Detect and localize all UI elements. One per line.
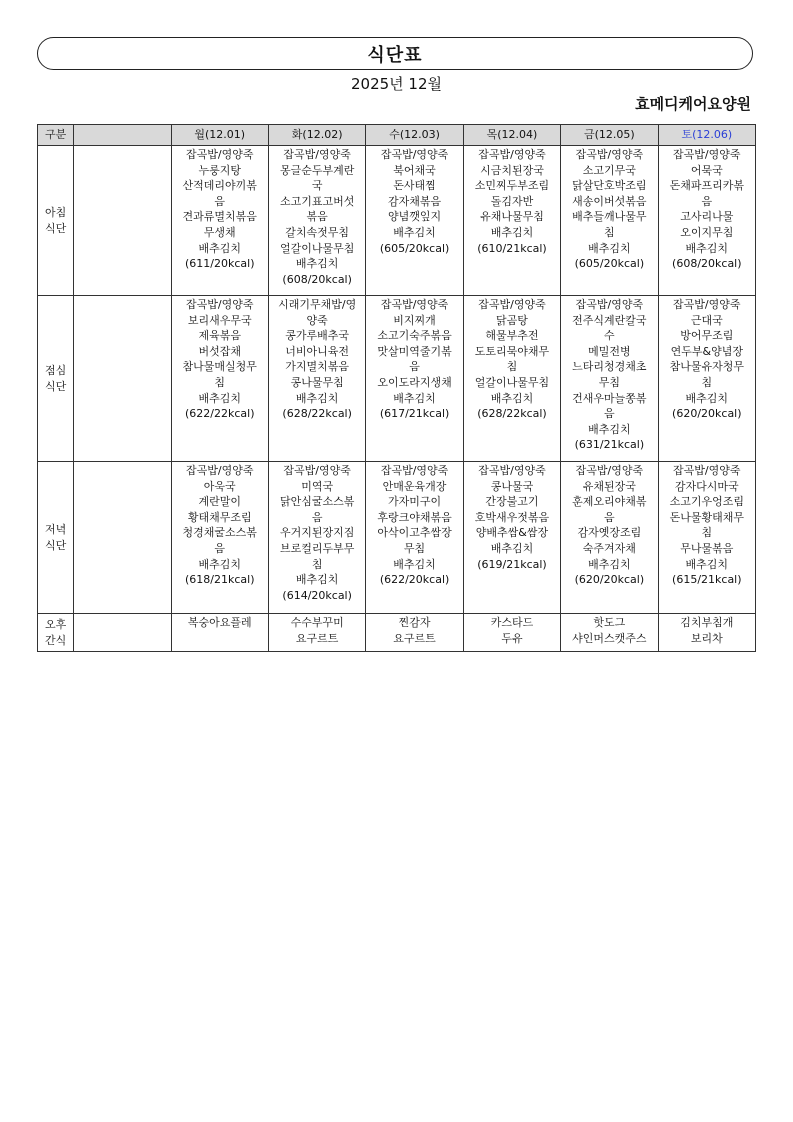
menu-cell-lunch-fri (561, 296, 658, 462)
day-header-wed: 수(12.03) (366, 125, 463, 146)
menu-cell-lunch-wed (366, 296, 463, 462)
meal-label-breakfast (38, 146, 74, 296)
menu-cell-lunch-sat (658, 296, 755, 462)
menu-item: 콩나물국 (490, 479, 534, 493)
menu-item: 양념깻잎지 (387, 210, 442, 224)
blank-header (74, 125, 171, 146)
menu-item: 양배추쌈&쌈장 (475, 526, 549, 540)
menu-item: 무침 (403, 541, 426, 555)
menu-item: 볶음 (306, 210, 328, 224)
menu-item: 돈나물황태채무 (669, 510, 744, 524)
menu-cell-dinner-wed (366, 462, 463, 614)
meal-label-line: 점심 (44, 363, 67, 377)
blank-cell (74, 462, 171, 614)
menu-item: 소고기표고버섯 (279, 194, 355, 208)
menu-item: 배추김치 (685, 391, 729, 405)
menu-cell-lunch-mon (171, 296, 268, 462)
menu-item: 음 (311, 510, 323, 524)
menu-item: 배추들깨나물무 (572, 210, 647, 224)
menu-item: 핫도그 (593, 616, 626, 629)
menu-item: 참나물매실청무 (182, 360, 257, 374)
menu-item: 음 (701, 194, 713, 208)
menu-item: 무나물볶음 (680, 541, 734, 555)
meal-table (37, 124, 756, 652)
menu-item: 잡곡밥/영양죽 (575, 298, 644, 311)
menu-item: 전주식계란칼국 (572, 313, 647, 327)
menu-item: 소고기우엉조림 (669, 495, 744, 509)
menu-item: 음 (604, 510, 615, 524)
menu-item: 연두부&양념장 (670, 344, 743, 358)
menu-cell-breakfast-tue (268, 146, 365, 296)
meal-label-line: 오후 (44, 617, 67, 631)
menu-item: 누룽지탕 (198, 163, 241, 177)
menu-item: 가자미구이 (387, 495, 442, 509)
menu-item: 도토리묵야채무 (474, 344, 550, 358)
menu-item: 배추김치 (198, 391, 241, 405)
menu-cell-breakfast-thu (463, 146, 560, 296)
menu-item: 산적데리야끼볶 (182, 179, 257, 193)
menu-item: 배추김치 (685, 557, 729, 571)
meal-label-lunch (38, 296, 74, 462)
menu-item: 무생채 (203, 225, 236, 239)
menu-cell-dinner-mon (171, 462, 268, 614)
page-title: 식단표 (367, 44, 423, 66)
day-header-mon: 월(12.01) (171, 125, 268, 146)
menu-item: 소고기숙주볶음 (377, 329, 452, 343)
menu-item: (615/21kcal) (672, 573, 742, 587)
menu-item: 갈치속젓무침 (285, 225, 350, 239)
menu-cell-breakfast-mon (171, 146, 268, 296)
menu-item: 배추김치 (490, 391, 534, 405)
menu-item: 배추김치 (685, 241, 729, 255)
menu-item: (610/21kcal) (477, 241, 547, 255)
menu-item: 침 (506, 360, 518, 374)
menu-item: 카스타드 (490, 616, 534, 629)
menu-item: 음 (409, 360, 420, 374)
menu-item: 아욱국 (203, 479, 236, 493)
menu-cell-dinner-sat (658, 462, 755, 614)
menu-item: 돈사태찜 (393, 179, 436, 193)
menu-item: 샤인머스캣주스 (572, 631, 647, 645)
menu-item: 오이지무침 (680, 225, 734, 239)
menu-item: 배추김치 (393, 557, 436, 571)
menu-item: 오이도라지생채 (377, 375, 452, 389)
menu-item: 요구르트 (393, 631, 436, 645)
menu-item: 침 (701, 526, 713, 540)
menu-item: 근대국 (690, 313, 723, 327)
category-header: 구분 (38, 125, 74, 146)
menu-item: 잡곡밥/영양죽 (283, 464, 351, 477)
menu-item: 버섯잡채 (198, 344, 241, 358)
menu-period: 2025년 12월 (350, 75, 442, 93)
menu-item: 침 (604, 225, 615, 239)
meal-label-dinner (38, 462, 74, 614)
menu-item: (605/20kcal) (574, 257, 645, 271)
menu-item: 안매운육개장 (382, 479, 447, 493)
menu-item: 잡곡밥/영양죽 (478, 298, 546, 311)
menu-cell-dinner-fri (561, 462, 658, 614)
menu-cell-dinner-thu (463, 462, 560, 614)
menu-cell-dinner-tue (268, 462, 365, 614)
blank-cell (74, 146, 171, 296)
menu-item: 돈채파프리카볶 (669, 179, 744, 193)
day-header-tue: 화(12.02) (268, 125, 365, 146)
menu-item: 배추김치 (393, 225, 436, 239)
menu-item: (620/20kcal) (672, 407, 742, 421)
menu-item: 후랑크야채볶음 (377, 510, 452, 524)
menu-item: (611/20kcal) (185, 257, 255, 271)
meal-label-line: 식단 (44, 379, 67, 393)
menu-item: 닭살단호박조림 (572, 179, 647, 193)
meal-row-breakfast (38, 146, 756, 296)
menu-item: 국 (311, 179, 323, 193)
menu-item: 너비아니육전 (285, 344, 350, 358)
menu-item: (631/21kcal) (574, 438, 645, 452)
menu-item: 잡곡밥/영양죽 (673, 148, 741, 161)
menu-item: 배추김치 (588, 422, 631, 436)
menu-item: 북어채국 (393, 163, 436, 177)
menu-item: 두유 (501, 631, 523, 645)
menu-item: 침 (701, 375, 713, 389)
menu-item: 해물부추전 (485, 329, 539, 343)
menu-item: 황태채무조림 (187, 510, 252, 524)
menu-item: (617/21kcal) (379, 407, 450, 421)
menu-item: 보리차 (690, 631, 723, 645)
menu-item: 가지멸치볶음 (285, 360, 350, 374)
menu-item: 배추김치 (588, 557, 631, 571)
menu-item: (628/22kcal) (282, 407, 352, 421)
menu-item: 계란말이 (198, 495, 241, 509)
menu-item: 잡곡밥/영양죽 (186, 148, 254, 161)
menu-item: 브로컬리두부무 (279, 541, 355, 555)
menu-item: 잡곡밥/영양죽 (478, 464, 546, 477)
menu-item: 감자옛장조림 (577, 526, 642, 540)
menu-item: 잡곡밥/영양죽 (380, 148, 449, 161)
menu-item: 몽글순두부계란 (279, 163, 355, 177)
menu-item: 숙주겨자채 (582, 541, 636, 555)
menu-item: 건새우마늘쫑볶 (572, 391, 647, 405)
blank-cell (74, 296, 171, 462)
menu-item: 잡곡밥/영양죽 (575, 464, 644, 477)
menu-item: 감자다시마국 (674, 479, 739, 493)
menu-item: 유채나물무침 (480, 210, 544, 224)
menu-item: 배추김치 (393, 391, 436, 405)
menu-item: 느타리청경채초 (572, 360, 647, 374)
menu-item: 미역국 (301, 479, 334, 493)
menu-item: (605/20kcal) (379, 241, 450, 255)
meal-label-line: 간식 (44, 633, 67, 647)
menu-item: 메밀전병 (588, 344, 631, 358)
menu-cell-snack-mon (171, 614, 268, 652)
menu-item: (614/20kcal) (282, 588, 352, 602)
meal-label-line: 저녁 (44, 522, 67, 536)
menu-item: 잡곡밥/영양죽 (380, 464, 449, 477)
menu-item: 잡곡밥/영양죽 (673, 298, 741, 311)
page-title-box (37, 37, 753, 70)
menu-item: 돌김자반 (490, 194, 534, 208)
menu-item: (608/20kcal) (672, 257, 742, 271)
menu-cell-lunch-thu (463, 296, 560, 462)
menu-item: 견과류멸치볶음 (182, 210, 257, 224)
menu-item: 배추김치 (295, 573, 339, 587)
menu-item: 청경채굴소스볶 (182, 526, 257, 540)
menu-item: 콩나물무침 (290, 375, 344, 389)
menu-item: 비지찌개 (393, 313, 436, 327)
menu-cell-snack-wed (366, 614, 463, 652)
facility-name: 효메디케어요양원 (635, 95, 751, 113)
menu-cell-snack-fri (561, 614, 658, 652)
menu-item: 콩가루배추국 (285, 329, 350, 343)
menu-item: 잡곡밥/영양죽 (673, 464, 741, 477)
menu-cell-lunch-tue (268, 296, 365, 462)
menu-item: 방어무조림 (680, 329, 734, 343)
meal-row-dinner (38, 462, 756, 614)
menu-item: (622/20kcal) (379, 573, 450, 587)
menu-item: 음 (604, 407, 615, 421)
menu-item: 제육볶음 (198, 329, 241, 343)
menu-item: 음 (214, 194, 226, 208)
day-header-sat: 토(12.06) (658, 125, 755, 146)
menu-item: 배추김치 (588, 241, 631, 255)
menu-item: 양죽 (306, 313, 328, 327)
menu-item: 호박새우젓볶음 (474, 510, 550, 524)
menu-item: 시금치된장국 (480, 163, 544, 177)
menu-item: 침 (311, 557, 323, 571)
menu-item: 간장불고기 (485, 495, 539, 509)
menu-item: 잡곡밥/영양죽 (380, 298, 449, 311)
menu-item: (619/21kcal) (477, 557, 547, 571)
menu-item: 배추김치 (295, 257, 339, 271)
menu-item: 잡곡밥/영양죽 (186, 464, 254, 477)
meal-label-line: 식단 (44, 538, 67, 552)
menu-item: 시래기무채밥/영 (278, 298, 357, 311)
menu-item: 김치부침개 (680, 616, 734, 629)
menu-item: 수수부꾸미 (290, 616, 344, 629)
menu-item: 요구르트 (295, 631, 339, 645)
menu-item: 아삭이고추쌈장 (377, 526, 452, 540)
menu-item: 새송이버섯볶음 (572, 194, 647, 208)
menu-item: (628/22kcal) (477, 407, 547, 421)
menu-item: 배추김치 (490, 225, 534, 239)
menu-cell-snack-thu (463, 614, 560, 652)
menu-item: 잡곡밥/영양죽 (283, 148, 351, 161)
menu-item: 잡곡밥/영양죽 (478, 148, 546, 161)
menu-item: 유채된장국 (582, 479, 636, 493)
blank-cell (74, 614, 171, 652)
menu-cell-snack-sat (658, 614, 755, 652)
menu-item: 무침 (598, 375, 620, 389)
menu-item: 훈제오리야채볶 (572, 495, 647, 509)
menu-cell-breakfast-sat (658, 146, 755, 296)
menu-cell-snack-tue (268, 614, 365, 652)
menu-item: 닭안심굴소스볶 (279, 495, 355, 509)
menu-item: 얼갈이나물무침 (474, 375, 550, 389)
menu-item: 소고기무국 (582, 163, 636, 177)
menu-item: 어묵국 (690, 163, 723, 177)
menu-item: 잡곡밥/영양죽 (575, 148, 644, 161)
menu-item: 복숭아요플레 (187, 616, 252, 629)
meal-label-snack (38, 614, 74, 652)
menu-item: 소민찌두부조림 (474, 179, 550, 193)
header-row (38, 125, 756, 146)
menu-item: 찐감자 (398, 616, 431, 629)
menu-item: 우거지된장지짐 (279, 526, 355, 540)
menu-item: 고사리나물 (680, 210, 734, 224)
menu-item: 보리새우무국 (187, 313, 252, 327)
menu-item: (608/20kcal) (282, 272, 352, 286)
meal-label-line: 아침 (44, 205, 67, 219)
menu-item: 배추김치 (490, 541, 534, 555)
day-header-thu: 목(12.04) (463, 125, 560, 146)
day-header-fri: 금(12.05) (561, 125, 658, 146)
menu-item: 침 (214, 375, 226, 389)
menu-item: 닭곰탕 (496, 313, 528, 327)
menu-item: 얼갈이나물무침 (279, 241, 355, 255)
menu-item: 배추김치 (198, 241, 241, 255)
menu-item: 참나물유자청무 (669, 360, 744, 374)
menu-item: 배추김치 (295, 391, 339, 405)
meal-row-snack (38, 614, 756, 652)
menu-item: 수 (604, 329, 615, 343)
menu-item: 잡곡밥/영양죽 (186, 298, 254, 311)
meal-label-line: 식단 (44, 221, 67, 235)
menu-item: 음 (214, 541, 226, 555)
menu-cell-breakfast-wed (366, 146, 463, 296)
menu-item: (620/20kcal) (574, 573, 645, 587)
menu-cell-breakfast-fri (561, 146, 658, 296)
menu-item: (622/22kcal) (185, 407, 255, 421)
menu-item: 맛살미역줄기볶 (377, 344, 452, 358)
meal-row-lunch (38, 296, 756, 462)
menu-item: (618/21kcal) (185, 573, 255, 587)
menu-item: 감자채볶음 (387, 194, 442, 208)
menu-item: 배추김치 (198, 557, 241, 571)
